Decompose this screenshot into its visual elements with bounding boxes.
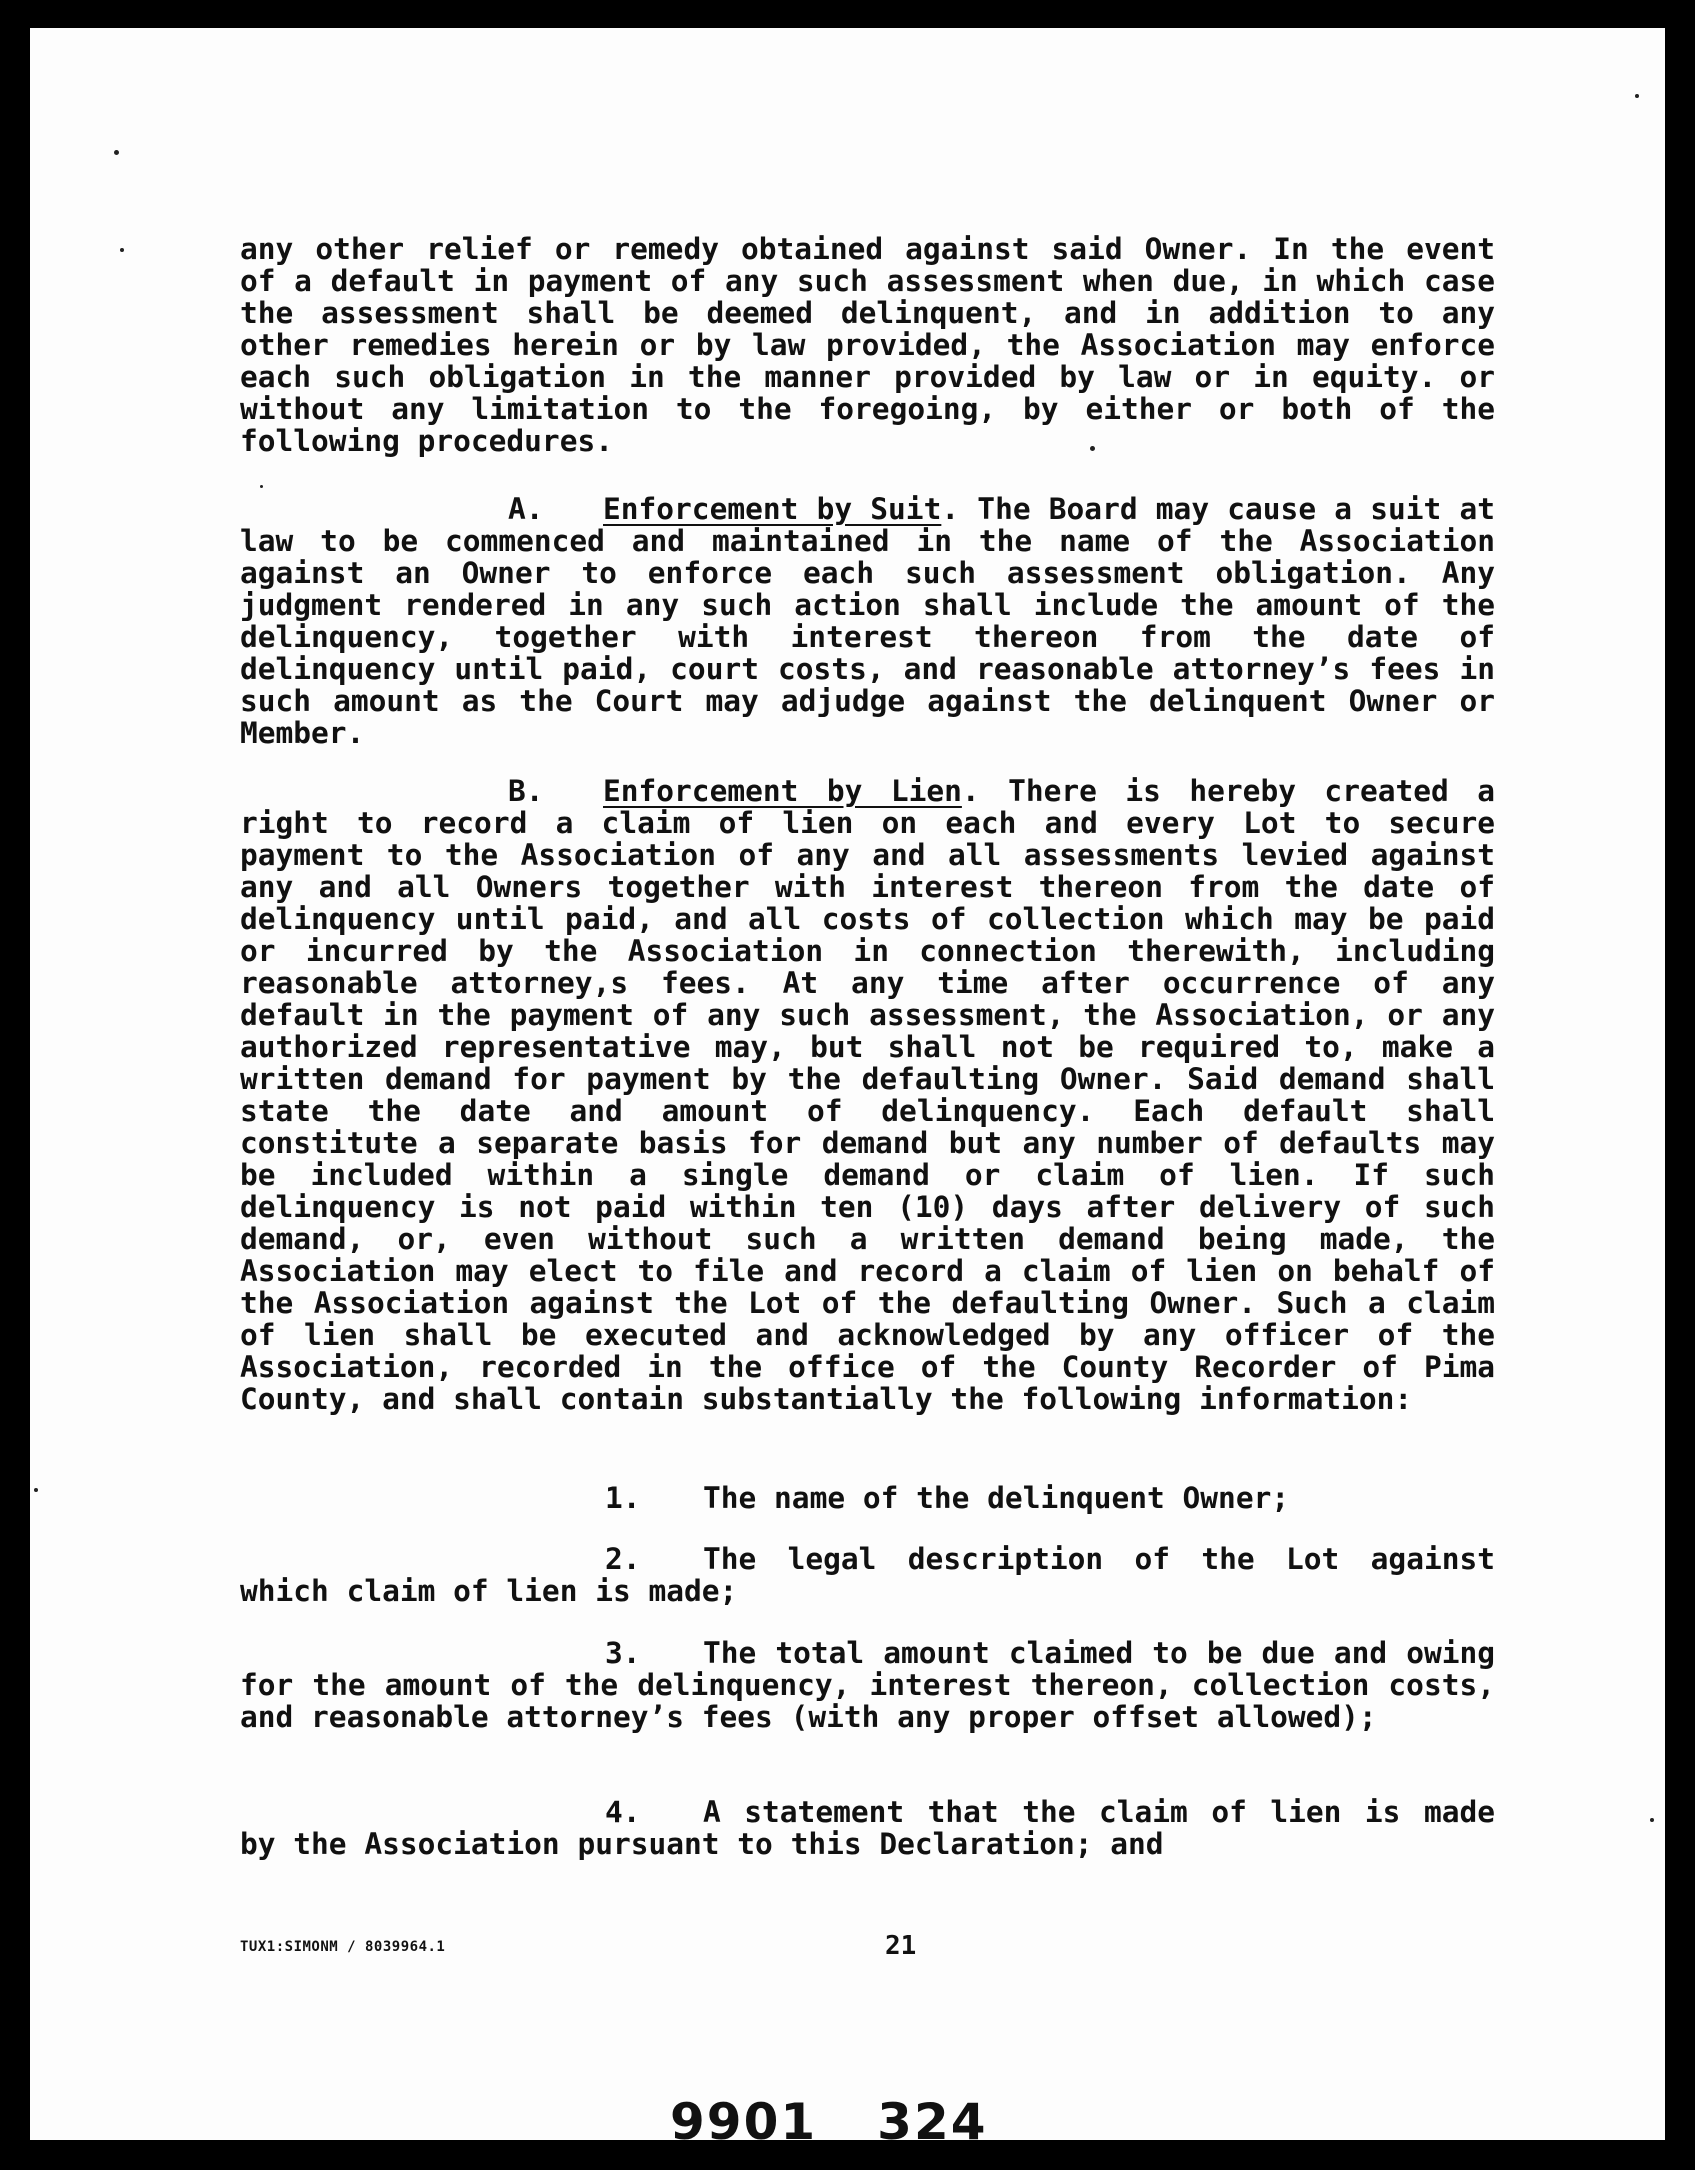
section-heading: Enforcement by Lien (603, 774, 962, 808)
list-number: 3. (605, 1636, 641, 1670)
list-item (240, 1543, 1495, 1607)
document-code: TUX1:SIMONM / 8039964.1 (240, 1939, 446, 1955)
recording-stamp (670, 2093, 988, 2151)
scan-speck (1635, 94, 1639, 98)
section-marker: B. (508, 774, 544, 808)
enforcement-by-suit-paragraph (240, 493, 1495, 749)
section-marker: A. (508, 492, 544, 526)
list-number: 4. (605, 1795, 641, 1829)
intro-paragraph: any other relief or remedy obtained against said Owner. In the event of a default in payment of any such assessment when due, in which case the assessment shall be deemed delinquent, and in addition to any other remedies herein or by law provided, the Association may enforce each such obligation in the manner provided by law or in equity. or without any limitation to the foregoing, by either or both of the following procedures. (240, 232, 1495, 458)
list-item (240, 1796, 1495, 1860)
scan-speck (34, 1488, 38, 1492)
list-text: A statement that the claim of lien is made by the Association pursuant to this Declaration; and (240, 1795, 1495, 1861)
list-text: The total amount claimed to be due and owing for the amount of the delinquency, interest thereon, collection costs, and reasonable attorney’s fees (with any proper offset allowed); (240, 1636, 1495, 1734)
list-text: The legal description of the Lot against which claim of lien is made; (240, 1542, 1495, 1608)
scan-speck (260, 485, 263, 488)
list-number: 2. (605, 1542, 641, 1576)
list-item (240, 1482, 1495, 1514)
enforcement-by-lien-paragraph (240, 775, 1495, 1415)
page-number: 21 (885, 1931, 917, 1961)
book-page-number: 324 (877, 2093, 988, 2151)
document-page (30, 28, 1665, 2151)
list-item (240, 1637, 1495, 1733)
list-number: 1. (605, 1481, 641, 1515)
section-text: . The Board may cause a suit at law to be commenced and maintained in the name of the Association against an Owner to enforce each such assessment obligation. Any judgment rendered in any such action shall include the amount of the delinquency, together with interest thereon from the date of delinquency until paid, court costs, and reasonable attorney’s fees in such amount as the Court may adjudge against the delinquent Owner or Member. (240, 492, 1496, 750)
section-text: . There is hereby created a right to record a claim of lien on each and every Lot to secure payment to the Association of any and all assessments levied against any and all Owners together with interest thereon from the date of delinquency until paid, and all costs of collection which may be paid or incurred by the Association in connection therewith, including reasonable attorney,s fees. At any time after occurrence of any default in the payment of any such assessment, the Association, or any authorized representative may, but shall not be required to, make a written demand for payment by the defaulting Owner. Said demand shall state the date and amount of delinquency. Each default shall constitute a separate basis for demand but any number of defaults may be included within a single demand or claim of lien. If such delinquency is not paid within ten (10) days after delivery of such demand, or, even without such a written demand being made, the Association may elect to file and record a claim of lien on behalf of the Association against the Lot of the defaulting Owner. Such a claim of lien shall be executed and acknowledged by any officer of the Association, recorded in the office of the County Recorder of Pima County, and shall contain substantially the following information: (240, 774, 1495, 1416)
book-number: 9901 (670, 2093, 818, 2151)
list-text: The name of the delinquent Owner; (703, 1481, 1290, 1515)
section-heading: Enforcement by Suit (603, 492, 942, 526)
scan-speck (120, 248, 124, 252)
scan-speck (1650, 1818, 1654, 1822)
scan-speck (114, 150, 119, 155)
